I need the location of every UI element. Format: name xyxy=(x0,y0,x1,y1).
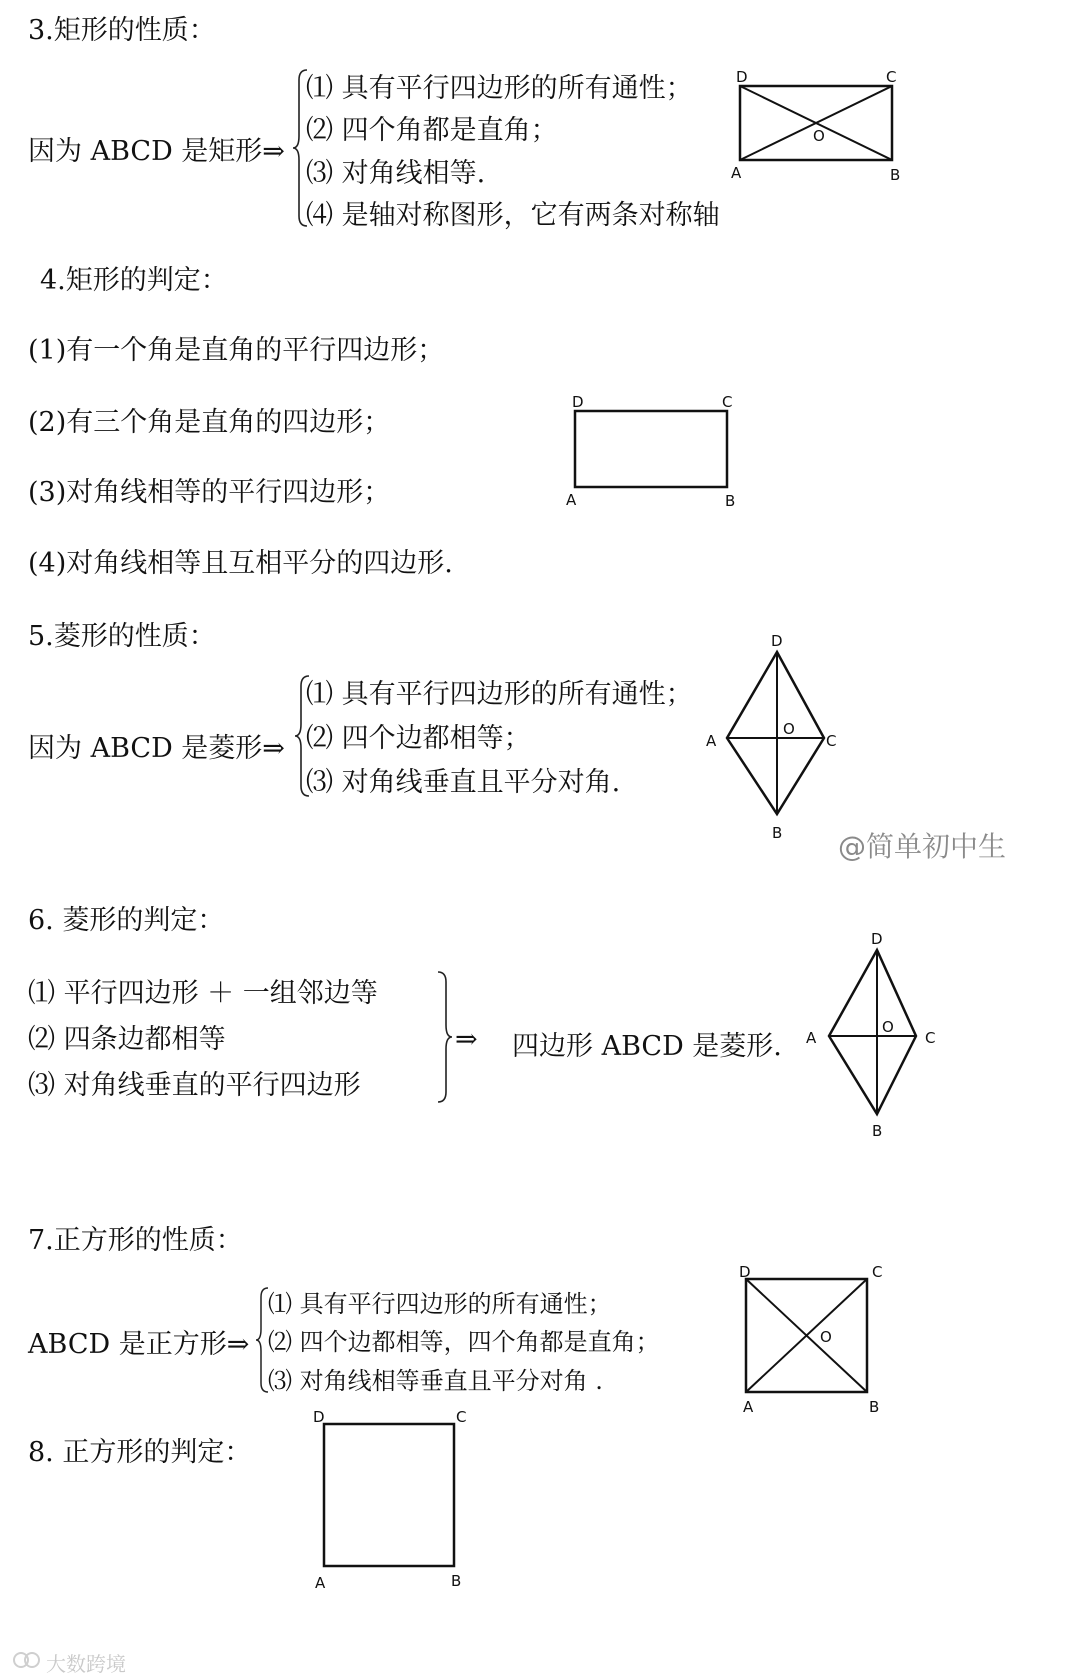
section-8-heading: 8. 正方形的判定： xyxy=(28,1437,252,1468)
section-4-item-1: (1)有一个角是直角的平行四边形； xyxy=(28,335,445,366)
vertex-label-b: B xyxy=(725,492,736,510)
vertex-label-b: B xyxy=(869,1398,880,1416)
section-7-item-2: ⑵ 四个边都相等，四个角都是直角； xyxy=(268,1328,660,1356)
vertex-label-d: D xyxy=(313,1408,325,1426)
section-5-main-statement: 因为 ABCD 是菱形⇒ xyxy=(28,733,285,764)
section-5-item-2: ⑵ 四个边都相等； xyxy=(306,723,531,754)
vertex-label-b: B xyxy=(772,824,783,842)
vertex-label-b: B xyxy=(451,1572,462,1590)
vertex-label-d: D xyxy=(871,930,883,948)
vertex-label-c: C xyxy=(722,393,733,411)
vertex-label-a: A xyxy=(315,1574,326,1592)
section-6-item-2: ⑵ 四条边都相等 xyxy=(28,1024,226,1055)
vertex-label-a: A xyxy=(706,732,717,750)
vertex-label-a: A xyxy=(743,1398,754,1416)
vertex-label-d: D xyxy=(736,68,748,86)
section-5-item-1: ⑴ 具有平行四边形的所有通性； xyxy=(306,679,693,710)
section-3-item-1: ⑴ 具有平行四边形的所有通性； xyxy=(306,73,693,104)
vertex-label-d: D xyxy=(771,632,783,650)
section-4-item-4: (4)对角线相等且互相平分的四边形. xyxy=(28,548,453,579)
section-7-main-statement: ABCD 是正方形⇒ xyxy=(28,1329,250,1360)
vertex-label-d: D xyxy=(572,393,584,411)
section-6-conclusion: 四边形 ABCD 是菱形. xyxy=(512,1031,782,1062)
vertex-label-c: C xyxy=(826,732,837,750)
footer-watermark-text: 大数跨境 xyxy=(46,1652,126,1676)
section-5-heading: 5.菱形的性质： xyxy=(28,621,216,652)
vertex-label-a: A xyxy=(731,164,742,182)
vertex-label-b: B xyxy=(872,1122,883,1140)
center-label-o: O xyxy=(783,720,795,738)
section-7-item-3: ⑶ 对角线相等垂直且平分对角 . xyxy=(268,1367,603,1395)
vertex-label-c: C xyxy=(872,1263,883,1281)
section-6-item-3: ⑶ 对角线垂直的平行四边形 xyxy=(28,1070,361,1101)
center-label-o: O xyxy=(820,1328,832,1346)
section-3-item-3: ⑶ 对角线相等. xyxy=(306,158,486,189)
section-3-main-statement: 因为 ABCD 是矩形⇒ xyxy=(28,136,285,167)
vertex-label-b: B xyxy=(890,166,901,184)
section-4-item-3: (3)对角线相等的平行四边形； xyxy=(28,477,391,508)
section-4-item-2: (2)有三个角是直角的四边形； xyxy=(28,407,391,438)
center-label-o: O xyxy=(813,127,825,145)
vertex-label-c: C xyxy=(456,1408,467,1426)
watermark-text: @简单初中生 xyxy=(838,830,1007,863)
vertex-label-c: C xyxy=(925,1029,936,1047)
center-label-o: O xyxy=(882,1018,894,1036)
section-6-heading: 6. 菱形的判定： xyxy=(28,905,225,936)
section-3-item-4: ⑷ 是轴对称图形，它有两条对称轴 xyxy=(306,200,720,231)
footer-logo-icon xyxy=(12,1648,42,1672)
vertex-label-d: D xyxy=(739,1263,751,1281)
vertex-label-a: A xyxy=(566,491,577,509)
section-7-heading: 7.正方形的性质： xyxy=(28,1225,243,1256)
section-3-heading: 3.矩形的性质： xyxy=(28,15,216,46)
section-5-item-3: ⑶ 对角线垂直且平分对角. xyxy=(306,767,621,798)
section-4-heading: 4.矩形的判定： xyxy=(40,265,228,296)
section-7-item-1: ⑴ 具有平行四边形的所有通性； xyxy=(268,1290,612,1318)
section-6-item-1: ⑴ 平行四边形 ＋ 一组邻边等 xyxy=(28,978,378,1009)
section-6-arrow: ⇒ xyxy=(455,1024,478,1055)
section-3-item-2: ⑵ 四个角都是直角； xyxy=(306,115,558,146)
vertex-label-c: C xyxy=(886,68,897,86)
vertex-label-a: A xyxy=(806,1029,817,1047)
